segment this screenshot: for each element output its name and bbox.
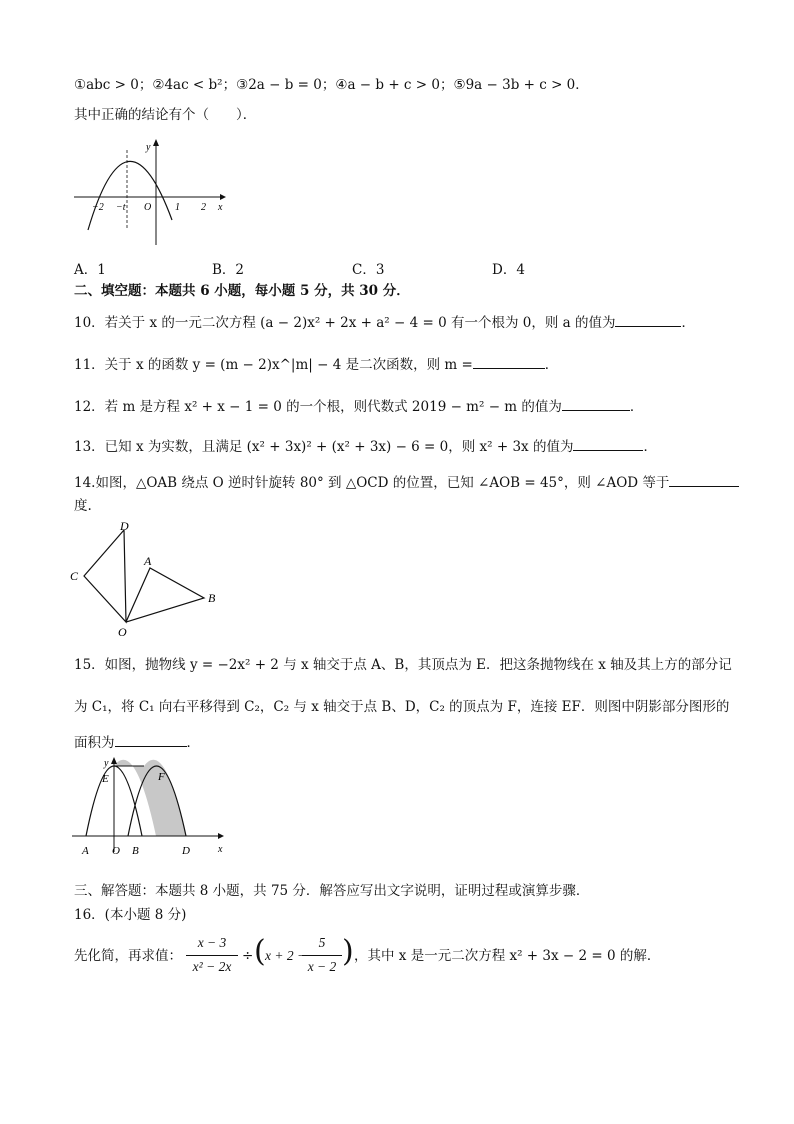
q16-suffix: ，其中 x 是一元二次方程 x² + 3x − 2 = 0 的解．: [354, 948, 661, 964]
section2-title: 二、填空题：本题共 6 小题，每小题 5 分，共 30 分．: [74, 283, 410, 299]
q9-graph-tick-minus2: −2: [92, 202, 104, 213]
q16-left-paren: (: [254, 934, 266, 969]
q14-label-a: A: [144, 554, 152, 568]
q9-graph-tick-minus-t: −t: [116, 202, 126, 213]
q12-answer-blank: [562, 398, 630, 411]
q15-text: 面积为: [74, 735, 115, 751]
q16-frac1-bar: [186, 955, 238, 956]
q10-text: 10．若关于 x 的一元二次方程 (a − 2)x² + 2x + a² − 4 = 0 有一个根为 0，则 a 的值为: [74, 315, 616, 331]
q15-end: ．: [186, 735, 200, 751]
q14-line: [74, 474, 739, 492]
q15-label-a: A: [82, 845, 89, 857]
q15-line2: 为 C₁，将 C₁ 向右平移得到 C₂，C₂ 与 x 轴交于点 B、D，C₂ 的顶点为 F，连接 EF．则图中阴影部分图形的: [74, 699, 730, 715]
q15-answer-blank: [115, 734, 187, 747]
q14-text: 14.如图，△OAB 绕点 O 逆时针旋转 80° 到 △OCD 的位置，已知 ∠AOB = 45°，则 ∠AOD 等于: [74, 475, 670, 491]
q16-frac1-num: x − 3: [197, 935, 227, 950]
q9-option-b: B．2: [212, 262, 245, 278]
q15-label-y: y: [104, 758, 109, 769]
q9-option-a: A．1: [74, 262, 106, 278]
q9-graph-y-label: y: [146, 142, 151, 153]
q15-label-x: x: [218, 844, 223, 855]
section3-title: 三、解答题：本题共 8 小题，共 75 分．解答应写出文字说明，证明过程或演算步骤．: [74, 883, 590, 899]
q13-text: 13．已知 x 为实数，且满足 (x² + 3x)² + (x² + 3x) − 6 = 0，则 x² + 3x 的值为: [74, 439, 574, 455]
q16-frac2-bar: [302, 955, 342, 956]
q12-end: ．: [629, 399, 644, 415]
q11-end: ．: [544, 357, 559, 373]
q9-graph-tick-2: 2: [201, 202, 206, 213]
q9-graph-origin-label: O: [144, 202, 152, 213]
q14-answer-blank: [669, 474, 739, 487]
q15-line1: 15．如图，抛物线 y = −2x² + 2 与 x 轴交于点 A、B，其顶点为 E．把这条抛物线在 x 轴及其上方的部分记: [74, 657, 732, 673]
q14-label-d: D: [120, 519, 129, 533]
q14-line2: 度.: [74, 498, 92, 514]
q13-line: [74, 438, 657, 456]
q15-line3: [74, 734, 200, 752]
q12-line: [74, 398, 643, 416]
q16-frac2-num: 5: [318, 935, 326, 950]
q15-label-e: E: [102, 773, 109, 785]
q15-label-b: B: [132, 845, 139, 857]
q14-rotation-figure: [66, 518, 236, 638]
q15-label-d: D: [182, 845, 190, 857]
q15-label-f: F: [158, 771, 165, 783]
q16-frac1-den: x² − 2x: [192, 959, 232, 974]
q13-end: ．: [643, 439, 657, 455]
q16-div: ÷: [242, 948, 254, 964]
q16-prefix: 先化简，再求值：: [74, 948, 182, 964]
q9-parabola-graph: [70, 138, 230, 248]
q11-answer-blank: [473, 356, 545, 369]
q13-answer-blank: [573, 438, 643, 451]
q16-header: 16．(本小题 8 分): [74, 907, 187, 923]
q11-line: [74, 356, 558, 374]
q12-text: 12．若 m 是方程 x² + x − 1 = 0 的一个根，则代数式 2019 − m² − m 的值为: [74, 399, 562, 415]
q14-label-b: B: [208, 591, 216, 605]
q9-option-c: C．3: [352, 262, 385, 278]
q11-text: 11．关于 x 的函数 y = (m − 2)x^|m| − 4 是二次函数，则 m =: [74, 357, 473, 373]
q10-line: [74, 314, 695, 332]
q10-end: ．: [681, 315, 695, 331]
q15-parabola-figure: [70, 756, 230, 860]
q14-label-o: O: [118, 625, 127, 639]
q9-question: 其中正确的结论有个（ ）．: [74, 107, 257, 123]
q9-option-d: D．4: [492, 262, 525, 278]
q9-conclusions: ①abc > 0；②4ac < b²；③2a − b = 0；④a − b + c > 0；⑤9a − 3b + c > 0．: [74, 77, 589, 93]
q16-paren-left: x + 2 −: [265, 948, 307, 963]
q9-graph-tick-1: 1: [175, 202, 180, 213]
q10-answer-blank: [615, 314, 681, 327]
q15-label-o: O: [112, 845, 120, 857]
q16-right-paren: ): [342, 934, 354, 969]
q16-frac2-den: x − 2: [307, 959, 337, 974]
q9-graph-x-label: x: [218, 202, 223, 213]
q14-label-c: C: [70, 569, 79, 583]
